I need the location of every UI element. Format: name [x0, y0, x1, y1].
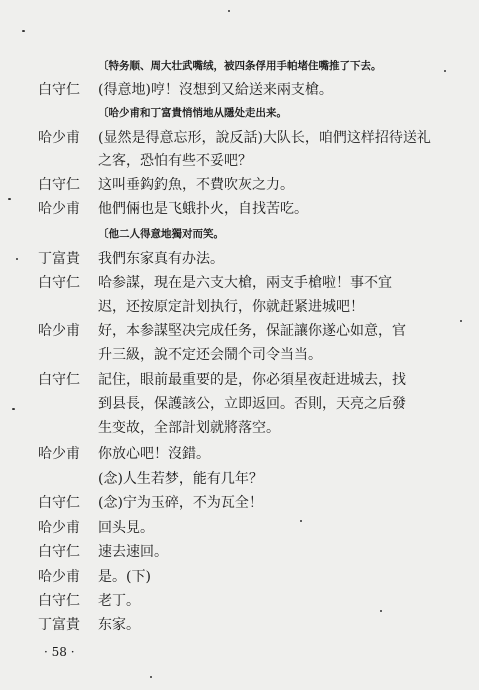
speaker-name: 白守仁: [38, 372, 80, 388]
speaker-name: 白守仁: [38, 593, 80, 609]
stage-direction: [0, 226, 479, 250]
dialogue-line: [0, 518, 479, 542]
dialogue-text: 老丁。: [98, 593, 140, 609]
dialogue-text: 是。(下): [98, 569, 151, 585]
dialogue-text: 速去速回。: [98, 544, 168, 560]
speaker-name: 白守仁: [38, 275, 80, 291]
dialogue-text: (念)宁为玉碎，不为瓦全！: [98, 495, 263, 511]
dialogue-line: [0, 80, 479, 104]
dialogue-line: [0, 199, 479, 223]
scan-speck: [228, 10, 230, 12]
dialogue-line: [0, 249, 479, 273]
dialogue-text: 我們东家真有办法。: [98, 251, 224, 267]
dialogue-line: [0, 370, 479, 394]
stage-direction-text: 〔特务顺、周大壮武嘴绒，被四条俘用手帕堵住嘴推了下去。: [98, 60, 382, 72]
stage-direction-text: 〔哈少甫和丁富貴悄悄地从隱处走出来。: [98, 107, 287, 119]
dialogue-text: (得意地)哼！沒想到又給送来兩支槍。: [98, 82, 333, 98]
dialogue-text: (念)人生若梦，能有几年？: [98, 471, 263, 487]
dialogue-text: 之客，恐怕有些不妥吧？: [98, 153, 252, 169]
speaker-name: 哈少甫: [38, 323, 80, 339]
dialogue-text: 記住，眼前最重要的是，你必須星夜赶进城去，找: [98, 372, 406, 388]
stage-direction: [0, 105, 479, 129]
dialogue-line: [0, 444, 479, 468]
scan-speck: [460, 320, 462, 322]
dialogue-continuation: [0, 151, 479, 175]
scan-speck: [300, 520, 302, 522]
dialogue-continuation: [0, 469, 479, 493]
dialogue-continuation: [0, 297, 479, 321]
dialogue-text: 哈参謀，現在是六支大槍，兩支手槍啦！事不宜: [98, 275, 392, 291]
dialogue-text: 好，本参謀堅决完成任务，保証讓你遂心如意，官: [98, 323, 406, 339]
dialogue-line: [0, 128, 479, 152]
dialogue-line: [0, 273, 479, 297]
stage-direction: [0, 58, 479, 82]
scan-speck: [8, 198, 11, 200]
dialogue-text: 回头見。: [98, 520, 154, 536]
dialogue-text: 这叫垂鈎釣魚，不費吹灰之力。: [98, 177, 294, 193]
dialogue-line: [0, 542, 479, 566]
speaker-name: 白守仁: [38, 82, 80, 98]
scan-speck: [150, 676, 152, 678]
dialogue-continuation: [0, 418, 479, 442]
dialogue-text: 生变故，全部計划就將落空。: [98, 420, 280, 436]
speaker-name: 白守仁: [38, 495, 80, 511]
speaker-name: 丁富貴: [38, 251, 80, 267]
speaker-name: 丁富貴: [38, 617, 80, 633]
dialogue-line: [0, 615, 479, 639]
dialogue-line: [0, 175, 479, 199]
speaker-name: 哈少甫: [38, 446, 80, 462]
dialogue-line: [0, 591, 479, 615]
stage-direction-text: 〔他二人得意地獨对而笑。: [98, 228, 224, 240]
scan-speck: [444, 70, 446, 72]
dialogue-line: [0, 321, 479, 345]
scan-speck: [22, 30, 25, 32]
dialogue-text: 升三級，說不定还会鬧个司令当当。: [98, 347, 322, 363]
speaker-name: 白守仁: [38, 544, 80, 560]
scan-speck: [12, 408, 15, 410]
dialogue-text: 他們倆也是飞蛾扑火，自找苦吃。: [98, 201, 308, 217]
dialogue-line: [0, 493, 479, 517]
dialogue-continuation: [0, 345, 479, 369]
dialogue-text: 东家。: [98, 617, 140, 633]
speaker-name: 白守仁: [38, 177, 80, 193]
dialogue-line: [0, 567, 479, 591]
speaker-name: 哈少甫: [38, 520, 80, 536]
speaker-name: 哈少甫: [38, 569, 80, 585]
dialogue-text: (显然是得意忘形，說反話)大队长，咱們这样招待送礼: [98, 130, 431, 146]
scan-speck: [380, 610, 382, 612]
page-number: · 58 ·: [44, 645, 75, 659]
dialogue-text: 迟，还按原定計划执行，你就赶紧进城吧！: [98, 299, 364, 315]
dialogue-continuation: [0, 394, 479, 418]
scan-speck: [16, 258, 18, 260]
dialogue-text: 你放心吧！沒錯。: [98, 446, 210, 462]
dialogue-text: 到县長，保護該公，立即返回。否則，天亮之后發: [98, 396, 406, 412]
speaker-name: 哈少甫: [38, 201, 80, 217]
speaker-name: 哈少甫: [38, 130, 80, 146]
